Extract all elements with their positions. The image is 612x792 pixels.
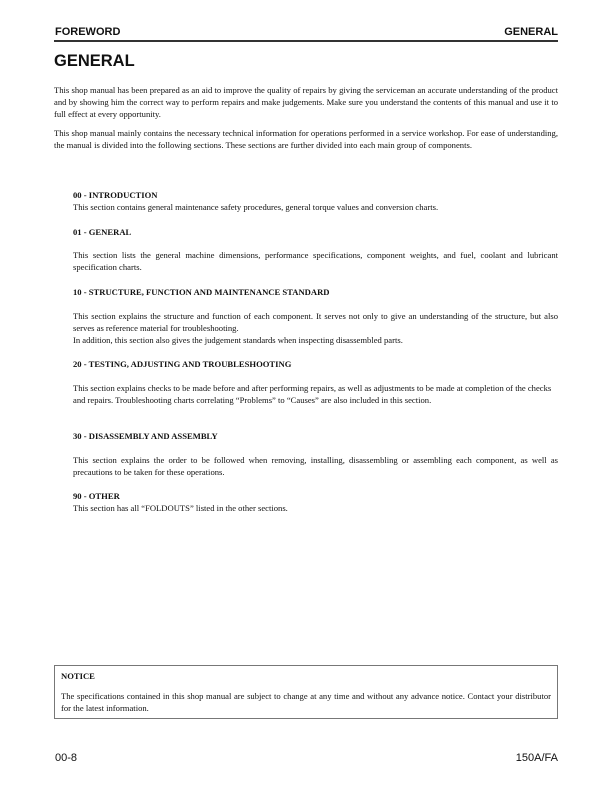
section-heading: 10 - STRUCTURE, FUNCTION AND MAINTENANCE STANDARD — [73, 287, 330, 297]
section-text: This section explains the structure and function of each component. It serves not only to give an understanding of the structure, but also serves as reference material for troubleshooting. — [73, 311, 558, 333]
page-title: GENERAL — [54, 52, 135, 70]
section-text: This section has all “FOLDOUTS” listed in the other sections. — [73, 503, 288, 513]
intro-paragraph: This shop manual mainly contains the necessary technical information for operations performed in a service workshop. For ease of understanding, the manual is divided into the following sections. These sections are further divided into each main group of components. — [54, 128, 558, 150]
header-rule — [54, 40, 558, 42]
section-text: This section explains checks to be made before and after performing repairs, as well as adjustments to be made at completion of the checks and repairs. Troubleshooting charts correlating “Problems” to “Causes” are also included in this section. — [73, 383, 552, 405]
section-text: This section explains the order to be followed when removing, installing, disassembling or assembling each component, as well as precautions to be taken for these operations. — [73, 455, 558, 477]
header-section-label: FOREWORD — [55, 26, 121, 38]
section-heading: 01 - GENERAL — [73, 227, 132, 237]
model-label: 150A/FA — [515, 752, 558, 764]
section-text: This section contains general maintenance safety procedures, general torque values and conversion charts. — [73, 202, 439, 212]
notice-text: The specifications contained in this shop manual are subject to change at any time and without any advance notice. Contact your distributor for the latest information. — [61, 691, 551, 713]
header-chapter-label: GENERAL — [504, 26, 558, 38]
page-number: 00-8 — [55, 752, 78, 764]
section-text: This section lists the general machine dimensions, performance specifications, component weights, and fuel, coolant and lubricant specification charts. — [73, 250, 558, 272]
section-heading: 30 - DISASSEMBLY AND ASSEMBLY — [73, 431, 218, 441]
section-heading: 20 - TESTING, ADJUSTING AND TROUBLESHOOTING — [73, 359, 292, 369]
notice-heading: NOTICE — [61, 671, 95, 681]
intro-paragraph: This shop manual has been prepared as an aid to improve the quality of repairs by giving the serviceman an accurate understanding of the product and by showing him the correct way to perform repairs and make judgements. Make sure you understand the contents of this manual and use it to full effect at every opportunity. — [54, 85, 558, 119]
section-heading: 00 - INTRODUCTION — [73, 190, 158, 200]
section-heading: 90 - OTHER — [73, 491, 120, 501]
section-text: In addition, this section also gives the judgement standards when inspecting disassembled parts. — [73, 335, 403, 345]
notice-box — [54, 665, 558, 719]
